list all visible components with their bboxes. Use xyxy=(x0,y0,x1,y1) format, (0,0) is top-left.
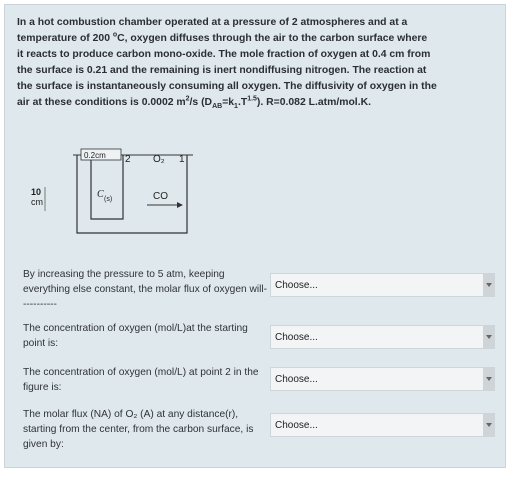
co-arrow-head xyxy=(177,202,183,208)
problem-line: it reacts to produce carbon mono-oxide. The mole fraction of oxygen at 0.4 cm from xyxy=(17,49,431,60)
outer-cylinder xyxy=(77,155,187,233)
problem-line: In a hot combustion chamber operated at a pressure of 2 atmospheres and at a xyxy=(17,17,408,28)
problem-text: /s (D xyxy=(189,97,213,108)
subscript: 1 xyxy=(234,103,238,111)
o2-label: O₂ xyxy=(153,154,165,165)
superscript: 2 xyxy=(185,95,190,103)
problem-text: .T xyxy=(237,97,248,108)
co-label: CO xyxy=(153,191,168,202)
problem-line xyxy=(17,31,503,47)
carbon-sub: (s) xyxy=(104,196,113,203)
height-number: 10 xyxy=(31,187,42,197)
degree-sup: o xyxy=(112,31,118,39)
answer-select-4[interactable] xyxy=(270,413,495,437)
problem-text: =k xyxy=(222,97,235,108)
inner-cylinder xyxy=(91,155,123,219)
answer-select-2[interactable] xyxy=(270,325,495,349)
problem-line: the surface is 0.21 and the remaining is inert nondiffusing nitrogen. The reaction at xyxy=(17,65,427,76)
answer-select-3[interactable] xyxy=(270,367,495,391)
question-text: The concentration of oxygen (mol/L) at point 2 in the figure is: xyxy=(23,367,259,393)
point-2-label: 2 xyxy=(125,154,131,165)
problem-line: the surface is instantaneously consuming all oxygen. The diffusivity of oxygen in the xyxy=(17,81,437,92)
diffusion-figure xyxy=(25,145,225,245)
height-unit: cm xyxy=(31,197,43,207)
question-text: The molar flux (NA) of O₂ (A) at any distance(r), starting from the center, from the carbon surface, is given by: xyxy=(23,409,254,450)
carbon-label: C xyxy=(97,189,104,200)
dimension-label: 0.2cm xyxy=(84,151,106,160)
problem-text: temperature of 200 xyxy=(17,33,113,44)
subscript: AB xyxy=(212,103,223,111)
problem-line xyxy=(17,95,503,111)
problem-text: air at these conditions is 0.0002 m xyxy=(17,97,186,108)
question-text: By increasing the pressure to 5 atm, keeping everything else constant, the molar flux of oxygen will----------- xyxy=(23,269,268,310)
problem-text: C, oxygen diffuses through the air to the carbon surface where xyxy=(117,33,428,44)
point-1-label: 1 xyxy=(179,154,185,165)
question-panel xyxy=(4,4,506,468)
problem-statement xyxy=(17,15,503,111)
problem-text: ). R=0.082 L.atm/mol.K. xyxy=(256,97,371,108)
superscript: 1.5 xyxy=(247,95,257,103)
answer-select-1[interactable] xyxy=(270,273,495,297)
question-text: The concentration of oxygen (mol/L)at the starting point is: xyxy=(23,323,248,349)
